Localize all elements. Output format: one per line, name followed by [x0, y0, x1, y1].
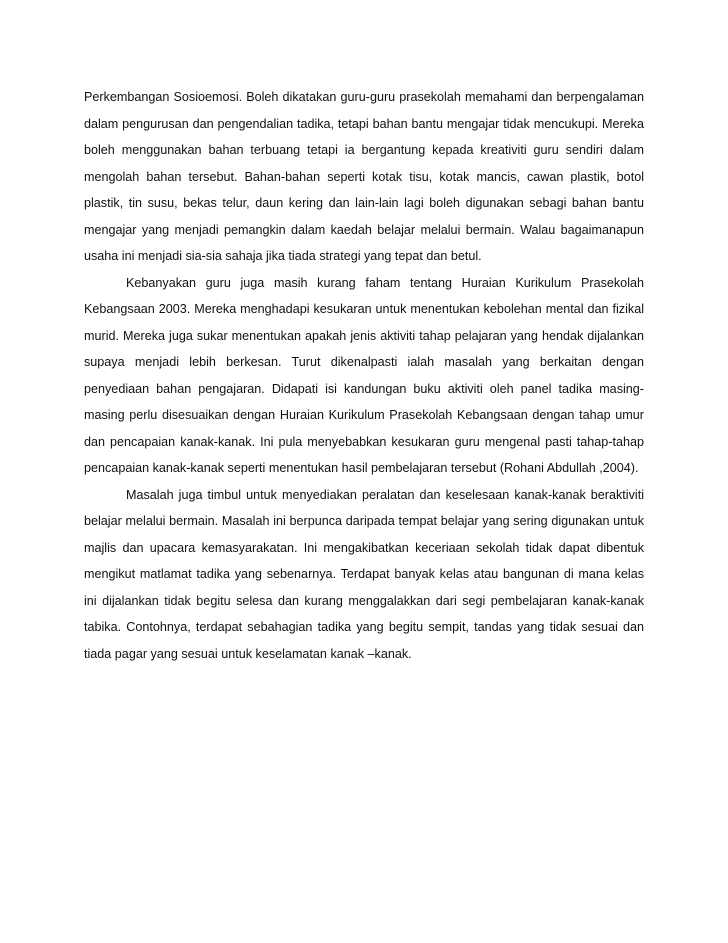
document-body: [84, 84, 644, 667]
paragraph-3: Masalah juga timbul untuk menyediakan peralatan dan keselesaan kanak-kanak beraktiviti belajar melalui bermain. Masalah ini berpunca daripada tempat belajar yang sering digunakan untuk majlis dan upacara kemasyarakatan. Ini mengakibatkan keceriaan sekolah tidak dapat dibentuk mengikut matlamat tadika yang sebenarnya. Terdapat banyak kelas atau bangunan di mana kelas ini dijalankan tidak begitu selesa dan kurang menggalakkan dari segi pembelajaran kanak-kanak tabika. Contohnya, terdapat sebahagian tadika yang begitu sempit, tandas yang tidak sesuai dan tiada pagar yang sesuai untuk keselamatan kanak –kanak.: [84, 487, 644, 661]
paragraph-2: Kebanyakan guru juga masih kurang faham tentang Huraian Kurikulum Prasekolah Kebangsaan 2003. Mereka menghadapi kesukaran untuk menentukan kebolehan mental dan fizikal murid. Mereka juga sukar menentukan apakah jenis aktiviti tahap pelajaran yang hendak dijalankan supaya menjadi lebih berkesan. Turut dikenalpasti ialah masalah yang berkaitan dengan penyediaan bahan pengajaran. Didapati isi kandungan buku aktiviti oleh panel tadika masing-masing perlu disesuaikan dengan Huraian Kurikulum Prasekolah Kebangsaan dengan tahap umur dan pencapaian kanak-kanak. Ini pula menyebabkan kesukaran guru mengenal pasti tahap-tahap pencapaian kanak-kanak seperti menentukan hasil pembelajaran tersebut (Rohani Abdullah ,2004).: [84, 275, 644, 475]
paragraph-1: Perkembangan Sosioemosi. Boleh dikatakan guru-guru prasekolah memahami dan berpengalaman dalam pengurusan dan pengendalian tadika, tetapi bahan bantu mengajar tidak mencukupi. Mereka boleh menggunakan bahan terbuang tetapi ia bergantung kepada kreativiti guru sendiri dalam mengolah bahan tersebut. Bahan-bahan seperti kotak tisu, kotak mancis, cawan plastik, botol plastik, tin susu, bekas telur, daun kering dan lain-lain lagi boleh digunakan sebagi bahan bantu mengajar yang menjadi pemangkin dalam kaedah belajar melalui bermain. Walau bagaimanapun usaha ini menjadi sia-sia sahaja jika tiada strategi yang tepat dan betul.: [84, 90, 644, 263]
